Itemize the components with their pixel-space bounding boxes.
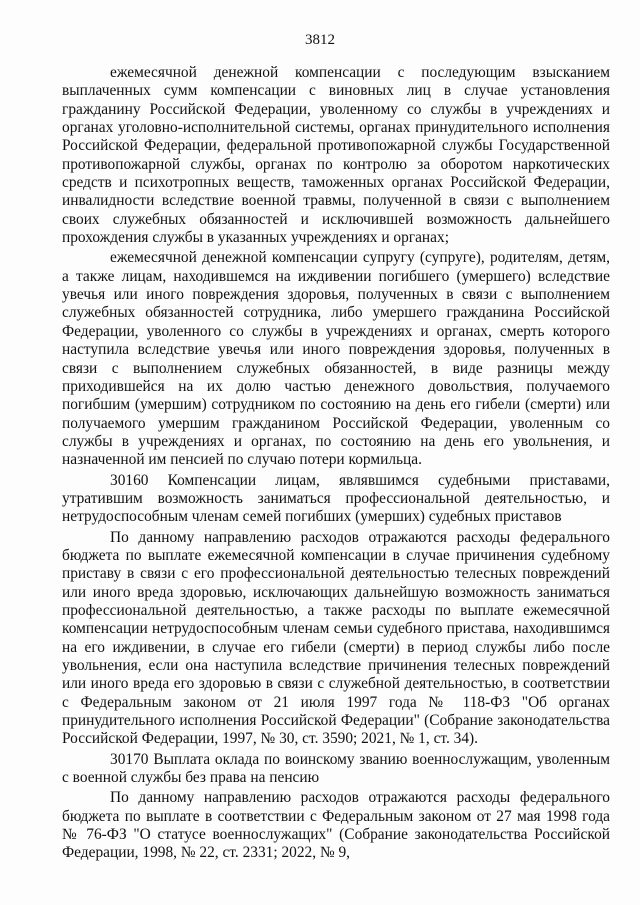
page-number: 3812 (305, 32, 335, 48)
paragraph-monthly-compensation-family: ежемесячной денежной компенсации супругу (супруге), родителям, детям, а также лицам, находившемся на иждивении погибшего (умершего) вследствие увечья или иного повреждения здоровья, полученных в связи с выполнением служебных обязанностей сотрудника, либо умершего гражданина Российской Федерации, уволенного со службы в учреждениях и органах, смерть которого наступила вследствие увечья или иного повреждения здоровья, полученных в связи с выполнением служебных обязанностей, в виде разницы между приходившейся на их долю частью денежного довольствия, получаемого погибшим (умершим) сотрудником по состоянию на день его гибели (смерти) или получаемого умершим гражданином Российской Федерации, уволенным со службы в учреждениях и органах, по состоянию на день его увольнения, и назначенной им пенсией по случаю потери кормильца. (62, 249, 610, 469)
paragraph-monthly-compensation-disability: ежемесячной денежной компенсации с последующим взысканием выплаченных сумм компенсации с виновных лиц в случае установления гражданину Российской Федерации, уволенному со службы в учреждениях и органах уголовно-исполнительной системы, органах принудительного исполнения Российской Федерации, федеральной противопожарной службы Государственной противопожарной службы, органах по контролю за оборотом наркотических средств и психотропных веществ, таможенных органах Российской Федерации, инвалидности вследствие военной травмы, полученной в связи с выполнением своих служебных обязанностей и исключившей возможность дальнейшего прохождения службы в указанных учреждениях и органах; (62, 64, 610, 247)
paragraph-30170-description: По данному направлению расходов отражаются расходы федерального бюджета по выплате в соответствии с Федеральным законом от 27 мая 1998 года № 76-ФЗ "О статусе военнослужащих" (Собрание законодательства Российской Федерации, 1998, № 22, ст. 2331; 2022, № 9, (62, 789, 610, 862)
document-body (62, 64, 610, 865)
section-heading-30160: 30160 Компенсации лицам, являвшимся судебными приставами, утратившим возможность заниматься профессиональной деятельностью, и нетрудоспособным членам семей погибших (умерших) судебных приставов (62, 471, 610, 526)
paragraph-30160-description: По данному направлению расходов отражаются расходы федерального бюджета по выплате ежемесячной компенсации в случае причинения судебному приставу в связи с его профессиональной деятельностью телесных повреждений или иного вреда здоровью, исключающих дальнейшую возможность заниматься профессиональной деятельностью, а также расходы по выплате ежемесячной компенсации нетрудоспособным членам семьи судебного пристава, находившимся на его иждивении, в случае его гибели (смерти) в период службы либо после увольнения, если она наступила вследствие причинения телесных повреждений или иного вреда его здоровью в связи с служебной деятельностью, в соответствии с Федеральным законом от 21 июля 1997 года № 118-ФЗ "Об органах принудительного исполнения Российской Федерации" (Собрание законодательства Российской Федерации, 1997, № 30, ст. 3590; 2021, № 1, ст. 34). (62, 528, 610, 748)
section-heading-30170: 30170 Выплата оклада по воинскому званию военнослужащим, уволенным с военной службы без права на пенсию (62, 750, 610, 787)
